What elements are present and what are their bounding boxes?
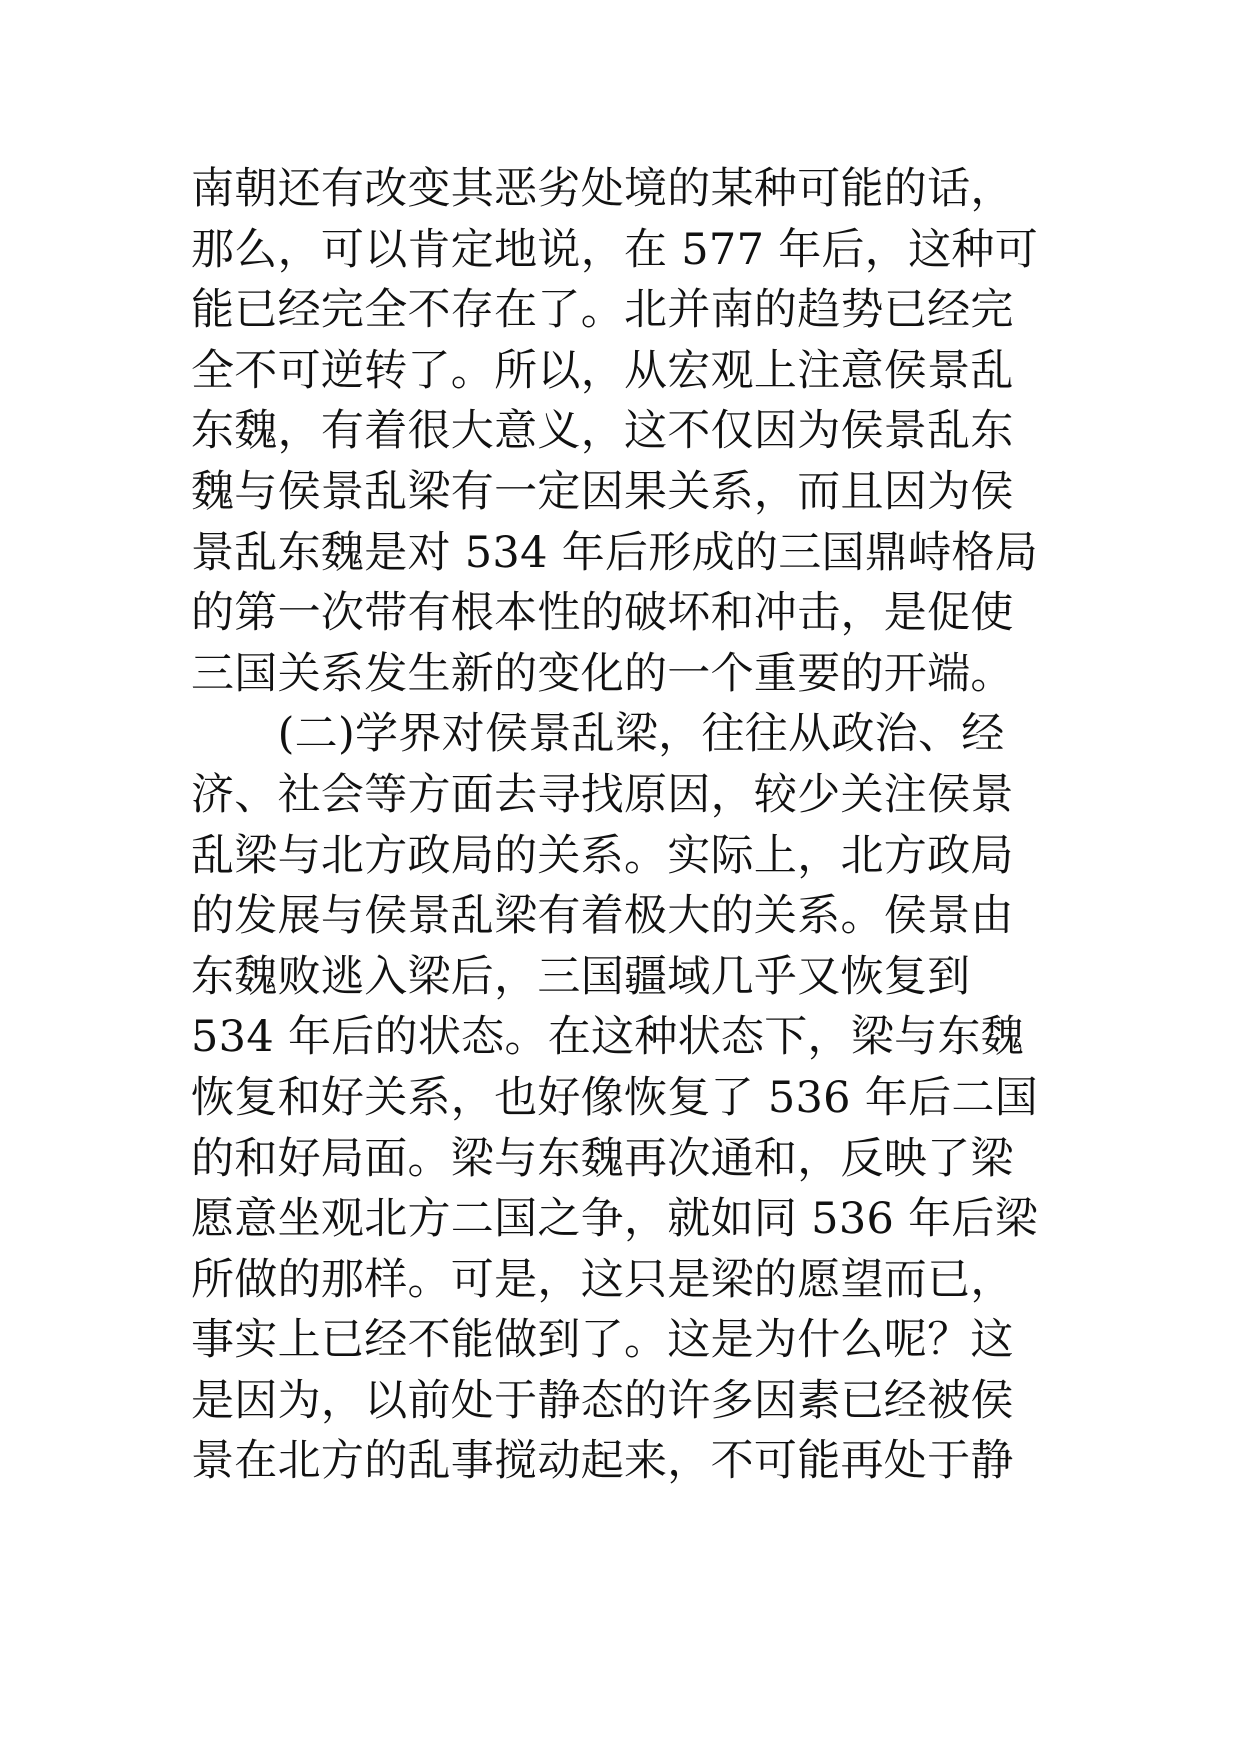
text-line: 的发展与侯景乱梁有着极大的关系。侯景由 (191, 891, 1014, 942)
text-line: 事实上已经不能做到了。这是为什么呢？这 (191, 1315, 1014, 1366)
text-line: 恢复和好关系，也好像恢复了 536 年后二国 (191, 1072, 1039, 1123)
text-line: 的和好局面。梁与东魏再次通和，反映了梁 (191, 1133, 1014, 1184)
text-line: 南朝还有改变其恶劣处境的某种可能的话， (191, 164, 1014, 214)
text-line: 534 年后的状态。在这种状态下，梁与东魏 (191, 1012, 1025, 1063)
text-line: 景乱东魏是对 534 年后形成的三国鼎峙格局 (191, 527, 1039, 578)
text-line: 的第一次带有根本性的破坏和冲击，是促使 (191, 588, 1014, 639)
text-line: 景在北方的乱事搅动起来，不可能再处于静 (191, 1436, 1014, 1487)
text-line: 愿意坐观北方二国之争，就如同 536 年后梁 (191, 1194, 1039, 1245)
body-text (191, 159, 1071, 1492)
text-line: 魏与侯景乱梁有一定因果关系，而且因为侯 (191, 466, 1014, 517)
text-line: 能已经完全不存在了。北并南的趋势已经完 (191, 285, 1014, 336)
text-line: 东魏，有着很大意义，这不仅因为侯景乱东 (191, 406, 1014, 457)
text-line: 全不可逆转了。所以，从宏观上注意侯景乱 (191, 345, 1014, 396)
text-line: 所做的那样。可是，这只是梁的愿望而已， (191, 1254, 1014, 1305)
text-line: 三国关系发生新的变化的一个重要的开端。 (191, 648, 1014, 699)
text-line: 济、社会等方面去寻找原因，较少关注侯景 (191, 769, 1014, 820)
text-line: 那么，可以肯定地说，在 577 年后，这种可 (191, 224, 1039, 275)
text-line: 是因为，以前处于静态的许多因素已经被侯 (191, 1375, 1014, 1426)
text-line: 东魏败逃入梁后，三国疆域几乎又恢复到 (191, 951, 971, 1002)
text-line: (二)学界对侯景乱梁，往往从政治、经 (191, 709, 1005, 760)
text-line: 乱梁与北方政局的关系。实际上，北方政局 (191, 830, 1014, 881)
